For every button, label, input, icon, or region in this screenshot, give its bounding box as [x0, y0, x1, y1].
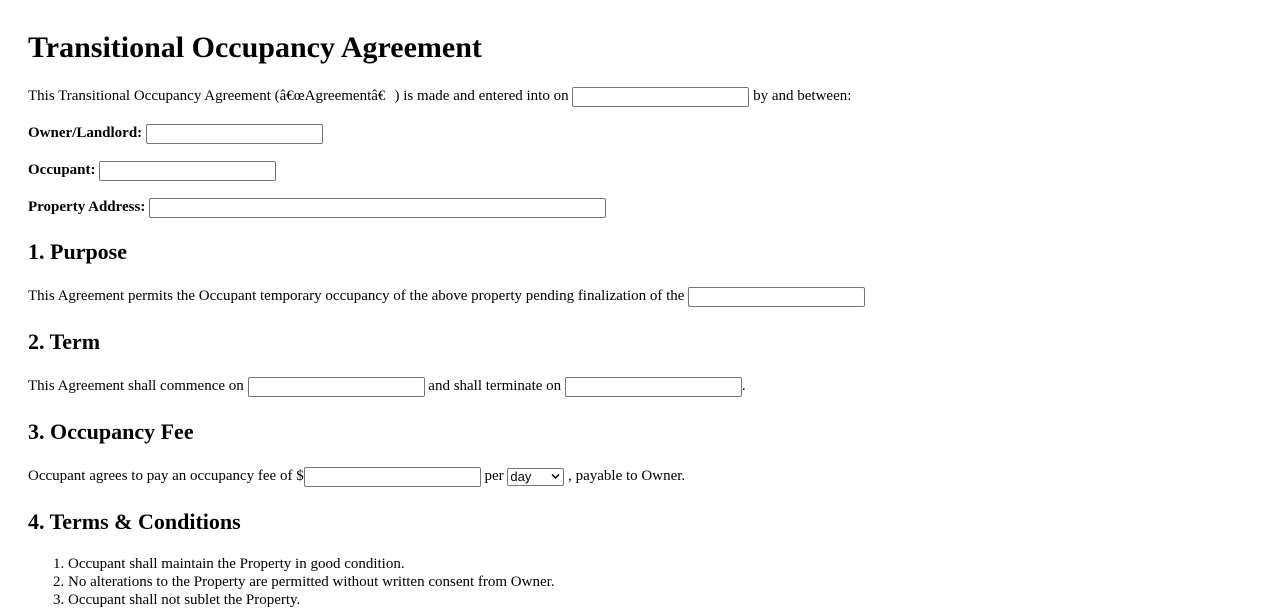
chevron-down-icon [551, 473, 560, 480]
occupant-field[interactable] [99, 161, 276, 181]
intro-paragraph [28, 85, 1250, 107]
list-item: 3. Occupant shall not sublet the Property. [68, 591, 1250, 609]
address-label: Property Address: [28, 199, 146, 215]
purpose-paragraph [28, 285, 1250, 307]
page-title: Transitional Occupancy Agreement [28, 31, 482, 64]
term-paragraph [28, 375, 1250, 397]
purpose-field[interactable] [688, 287, 865, 307]
fee-text-end: , payable to Owner. [568, 468, 686, 484]
fee-period-select[interactable] [507, 468, 564, 486]
term-text-end: . [741, 378, 746, 394]
fee-heading: 3. Occupancy Fee [28, 419, 194, 444]
occupant-row [28, 159, 1250, 181]
purpose-text: This Agreement permits the Occupant temporary occupancy of the above property pending finalization of the [28, 288, 685, 304]
occupant-label: Occupant: [28, 162, 96, 178]
list-item: 2. No alterations to the Property are permitted without written consent from Owner. [68, 573, 1250, 591]
fee-text-per: per [484, 468, 504, 484]
owner-label: Owner/Landlord: [28, 125, 143, 141]
end-date-field[interactable] [565, 377, 742, 397]
start-date-field[interactable] [248, 377, 425, 397]
fee-amount-field[interactable] [304, 467, 481, 487]
purpose-heading: 1. Purpose [28, 239, 127, 264]
list-item: 1. Occupant shall maintain the Property in good condition. [68, 555, 1250, 573]
owner-row [28, 122, 1250, 144]
term-text-middle: and shall terminate on [428, 378, 562, 394]
property-address-field[interactable] [149, 198, 606, 218]
intro-suffix: by and between: [753, 88, 852, 104]
intro-text: This Transitional Occupancy Agreement (â€œAgreementâ€) is made and entered into on [28, 88, 569, 104]
owner-field[interactable] [146, 124, 323, 144]
term-text-start: This Agreement shall commence on [28, 378, 244, 394]
term-heading: 2. Term [28, 329, 101, 354]
conditions-heading: 4. Terms & Conditions [28, 509, 241, 534]
fee-paragraph [28, 465, 1250, 487]
fee-period-value: day [510, 468, 532, 484]
fee-text-start: Occupant agrees to pay an occupancy fee of $ [28, 468, 304, 484]
agreement-date-field[interactable] [572, 87, 749, 107]
address-row [28, 196, 1250, 218]
